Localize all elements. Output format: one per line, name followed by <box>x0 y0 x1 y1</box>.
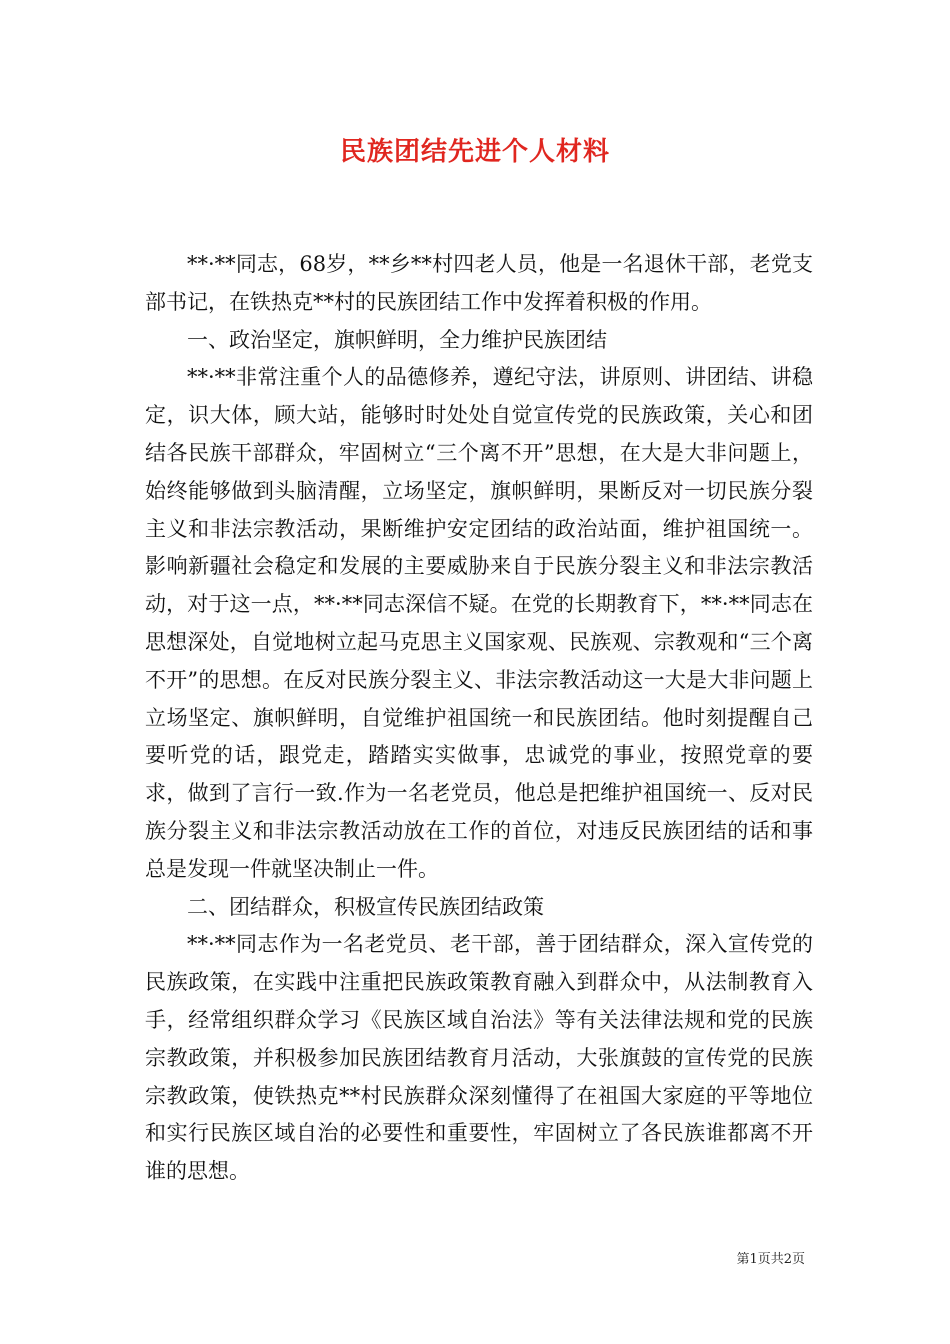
paragraph-section-2: **·**同志作为一名老党员、老干部，善于团结群众，深入宣传党的民族政策，在实践中注重把民族政策教育融入到群众中，从法制教育入手，经常组织群众学习《民族区域自治法》等有关法律法规和党的民族宗教政策，并积极参加民族团结教育月活动，大张旗鼓的宣传党的民族宗教政策，使铁热克**村民族群众深刻懂得了在祖国大家庭的平等地位和实行民族区域自治的必要性和重要性，牢固树立了各民族谁都离不开谁的思想。 <box>145 932 813 1184</box>
paragraph-intro: **·**同志，68岁，**乡**村四老人员，他是一名退休干部，老党支部书记，在铁热克**村的民族团结工作中发挥着积极的作用。 <box>145 252 813 314</box>
document-title: 民族团结先进个人材料 <box>339 137 610 167</box>
document-body <box>145 246 813 1191</box>
section-heading-2: 二、团结群众，积极宣传民族团结政策 <box>187 894 544 919</box>
page-number: 第1页共2页 <box>736 1252 805 1267</box>
paragraph-section-1: **·**非常注重个人的品德修养，遵纪守法，讲原则、讲团结、讲稳定，识大体，顾大站，能够时时处处自觉宣传党的民族政策，关心和团结各民族干部群众，牢固树立“三个离不开”思想，在大是大非问题上，始终能够做到头脑清醒，立场坚定，旗帜鲜明，果断反对一切民族分裂主义和非法宗教活动，果断维护安定团结的政治站面，维护祖国统一。影响新疆社会稳定和发展的主要威胁来自于民族分裂主义和非法宗教活动，对于这一点，**·**同志深信不疑。在党的长期教育下，**·**同志在思想深处，自觉地树立起马克思主义国家观、民族观、宗教观和“三个离不开”的思想。在反对民族分裂主义、非法宗教活动这一大是大非问题上立场坚定、旗帜鲜明，自觉维护祖国统一和民族团结。他时刻提醒自己要听党的话，跟党走，踏踏实实做事，忠诚党的事业，按照党章的要求，做到了言行一致.作为一名老党员，他总是把维护祖国统一、反对民族分裂主义和非法宗教活动放在工作的首位，对违反民族团结的话和事总是发现一件就坚决制止一件。 <box>145 365 813 881</box>
section-heading-1: 一、政治坚定，旗帜鲜明，全力维护民族团结 <box>187 327 607 352</box>
